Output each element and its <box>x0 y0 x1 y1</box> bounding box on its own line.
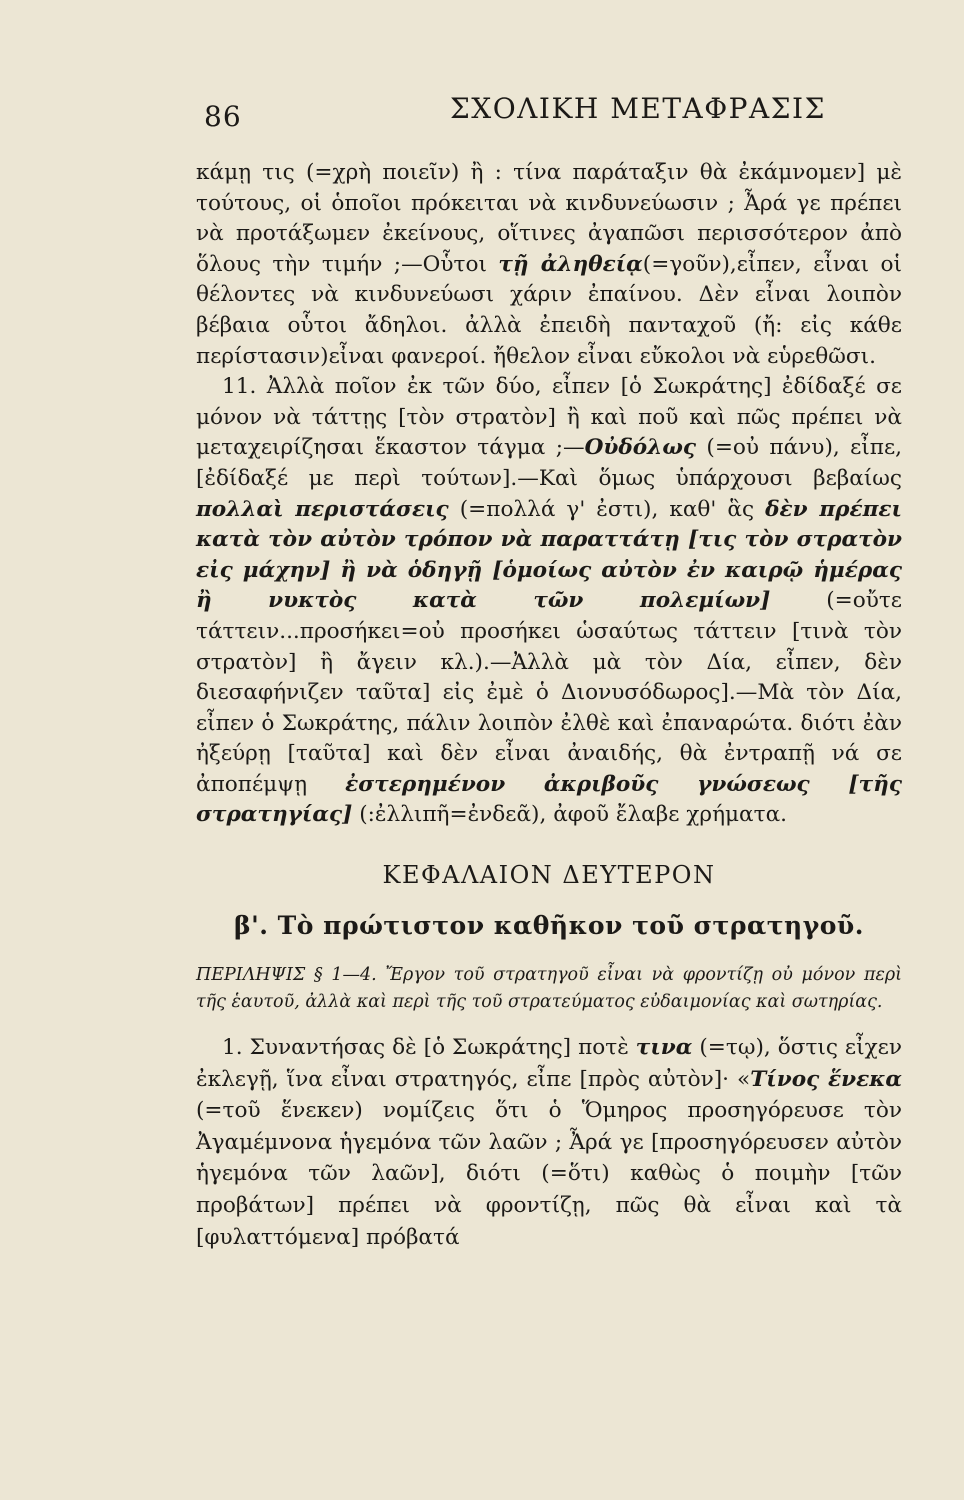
emphasis: πολλαὶ περιστάσεις <box>196 496 449 522</box>
emphasis: τινα <box>635 1035 693 1061</box>
summary <box>196 962 902 1016</box>
emphasis: ἐστερημένον ἀκριβοῦς γνώσεως [τῆς στρατηγίας] <box>196 771 902 828</box>
section-title: β'. Τὸ πρώτιστον καθῆκον τοῦ στρατηγοῦ. <box>234 911 864 941</box>
page-number: 86 <box>204 100 242 133</box>
body-text <box>196 158 902 831</box>
emphasis: Τίνος ἕνεκα <box>750 1066 902 1092</box>
summary-label: ΠΕΡΙΛΗΨΙΣ § 1—4. <box>196 965 377 986</box>
emphasis: δὲν πρέπει κατὰ τὸν αὐτὸν τρόπον νὰ παραττάτῃ [τις τὸν στρατὸν εἰς μάχην] ἢ νὰ ὁδηγῇ [ὁμοίως αὐτὸν ἐν καιρῷ ἡμέρας ἢ νυκτὸς κατὰ τῶν πολεμίων] <box>196 496 902 614</box>
chapter-heading: ΚΕΦΑΛΑΙΟΝ ΔΕΥΤΕΡΟΝ <box>382 861 716 890</box>
running-head <box>196 82 902 134</box>
summary-text: Ἔργον τοῦ στρατηγοῦ εἶναι νὰ φροντίζῃ οὐ μόνον περὶ τῆς ἑαυτοῦ, ἀλλὰ καὶ περὶ τῆς τοῦ στρατεύματος εὐδαιμονίας καὶ σωτηρίας. <box>196 965 902 1013</box>
emphasis: Οὐδόλως <box>584 435 697 461</box>
paragraph-1: 1. Συναντήσας δὲ [ὁ Σωκράτης] ποτὲ τινα (=τῳ), ὅστις εἶχεν ἐκλεγῇ, ἵνα εἶναι στρατηγός, εἶπε [πρὸς αὐτὸν]· «Τίνος ἕνεκα (=τοῦ ἕνεκεν) νομίζεις ὅτι ὁ Ὅμηρος προσηγόρευσε τὸν Ἀγαμέμνονα ἡγεμόνα τῶν λαῶν ; Ἆρά γε [προσηγόρευσεν αὐτὸν ἡγεμόνα τῶν λαῶν], διότι (=ὅτι) καθὼς ὁ ποιμὴν [τῶν προβάτων] πρέπει νὰ φροντίζῃ, πῶς θὰ εἶναι καὶ τὰ [φυλαττόμενα] πρόβατά <box>196 1035 902 1250</box>
paragraph-11: 11. Ἀλλὰ ποῖον ἐκ τῶν δύο, εἶπεν [ὁ Σωκράτης] ἐδίδαξέ σε μόνον νὰ τάττῃς [τὸν στρατὸν] ἢ καὶ ποῦ καὶ πῶς πρέπει νὰ μεταχειρίζησαι ἕκαστον τάγμα ;—Οὐδόλως (=οὐ πάνυ), εἶπε, [ἐδίδαξέ με περὶ τούτων].—Καὶ ὅμως ὑπάρχουσι βεβαίως πολλαὶ περιστάσεις (=πολλά γ' ἐστι), καθ' ἃς δὲν πρέπει κατὰ τὸν αὐτὸν τρόπον νὰ παραττάτῃ [τις τὸν στρατὸν εἰς μάχην] ἢ νὰ ὁδηγῇ [ὁμοίως αὐτὸν ἐν καιρῷ ἡμέρας ἢ νυκτὸς κατὰ τῶν πολεμίων] (=οὔτε τάττειν...προσήκει=οὐ προσήκει ὡσαύτως τάττειν [τινὰ τὸν στρατὸν] ἢ ἄγειν κλ.).—Ἀλλὰ μὰ τὸν Δία, εἶπεν, δὲν διεσαφήνιζεν ταῦτα] εἰς ἐμὲ ὁ Διονυσόδωρος].—Μὰ τὸν Δία, εἶπεν ὁ Σωκράτης, πάλιν λοιπὸν ἐλθὲ καὶ ἐπαναρώτα. διότι ἐὰν ἠξεύρῃ [ταῦτα] καὶ δὲν εἶναι ἀναιδής, θὰ ἐντραπῇ νά σε ἀποπέμψῃ ἐστερημένον ἀκριβοῦς γνώσεως [τῆς στρατηγίας] (:ἐλλιπῆ=ἐνδεᾶ), ἀφοῦ ἔλαβε χρήματα. <box>196 374 902 828</box>
header-title: ΣΧΟΛΙΚΗ ΜΕΤΑΦΡΑΣΙΣ <box>450 92 826 125</box>
paragraph-continuation: κάμῃ τις (=χρὴ ποιεῖν) ἢ : τίνα παράταξιν θὰ ἐκάμνομεν] μὲ τούτους, οἱ ὁποῖοι πρόκειται νὰ κινδυνεύωσιν ; Ἆρά γε πρέπει νὰ προτάξωμεν ἐκείνους, οἵτινες ἀγαπῶσι περισσότερον ἀπὸ ὅλους τὴν τιμήν ;—Οὗτοι τῇ ἀληθείᾳ(=γοῦν),εἶπεν, εἶναι οἱ θέλοντες νὰ κινδυνεύωσι χάριν ἐπαίνου. Δὲν εἶναι λοιπὸν βέβαια οὗτοι ἄδηλοι. ἀλλὰ ἐπειδὴ πανταχοῦ (ἤ: εἰς κάθε περίστασιν)εἶναι φανεροί. ἤθελον εἶναι εὔκολοι νὰ εὑρεθῶσι. <box>196 160 903 369</box>
emphasis: τῇ ἀληθείᾳ <box>498 251 643 277</box>
